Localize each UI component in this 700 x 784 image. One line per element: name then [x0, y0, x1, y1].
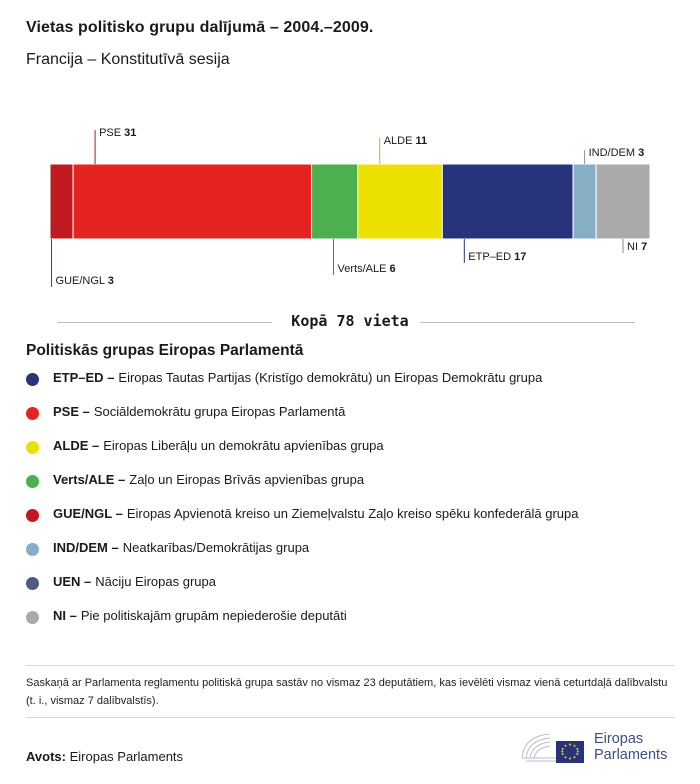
bar-segment-ind-dem — [573, 164, 596, 239]
legend-abbr: NI – — [53, 608, 77, 623]
legend-abbr: IND/DEM – — [53, 540, 119, 555]
footnote: Saskaņā ar Parlamenta reglamentu politiskā grupa sastāv no vismaz 23 deputātiem, kas ievēlēti vismaz vienā ceturtdaļā dalībvalstu (t. i., vismaz 7 dalībvalstīs). — [26, 677, 668, 707]
legend-desc: Pie politiskajām grupām nepiederošie deputāti — [80, 608, 347, 623]
legend-item — [26, 438, 578, 472]
bar-segment-etp-ed — [442, 164, 573, 239]
bar-segment-verts-ale — [312, 164, 358, 239]
legend-item — [26, 404, 578, 438]
page-title: Vietas politisko grupu dalījumā – 2004.–2009. — [26, 19, 374, 36]
total-seats-label: Kopā 78 vieta — [291, 312, 409, 330]
legend-dot — [26, 577, 39, 590]
bar-segment-pse — [73, 164, 311, 239]
data-label: ETP–ED 17 — [468, 251, 527, 263]
data-label: ALDE 11 — [383, 135, 428, 147]
legend-desc: Neatkarības/Demokrātijas grupa — [122, 540, 310, 555]
page-subtitle: Francija – Konstitutīvā sesija — [26, 51, 230, 68]
legend — [26, 370, 578, 642]
legend-item — [26, 574, 578, 608]
data-label: IND/DEM 3 — [588, 147, 645, 159]
legend-dot — [26, 611, 39, 624]
legend-abbr: ETP–ED – — [53, 370, 115, 385]
source-line — [26, 749, 183, 764]
legend-desc: Eiropas Apvienotā kreiso un Ziemeļvalstu Zaļo kreiso spēku konfederālā grupa — [126, 506, 579, 521]
bar-segment-ni — [596, 164, 650, 239]
legend-title: Politiskās grupas Eiropas Parlamentā — [26, 342, 304, 359]
legend-desc: Eiropas Liberāļu un demokrātu apvienības grupa — [103, 438, 384, 453]
data-label: NI 7 — [627, 241, 648, 253]
legend-abbr: GUE/NGL – — [53, 506, 123, 521]
legend-dot — [26, 441, 39, 454]
legend-item — [26, 472, 578, 506]
legend-item — [26, 540, 578, 574]
logo-wordmark — [594, 731, 667, 763]
legend-dot — [26, 509, 39, 522]
legend-desc: Sociāldemokrātu grupa Eiropas Parlamentā — [93, 404, 346, 419]
data-label: PSE 31 — [99, 127, 137, 139]
note-divider-bottom — [26, 717, 675, 718]
data-label: GUE/NGL 3 — [55, 275, 114, 287]
legend-item — [26, 370, 578, 404]
legend-abbr: UEN – — [53, 574, 92, 589]
legend-item — [26, 506, 578, 540]
source-value: Eiropas Parlaments — [69, 749, 184, 764]
bar-segment-gue-ngl — [50, 164, 73, 239]
legend-dot — [26, 407, 39, 420]
logo-line-1: Eiropas — [594, 731, 644, 747]
logo-line-2: Parlaments — [594, 747, 668, 763]
legend-item — [26, 608, 578, 642]
stacked-bar-chart — [0, 120, 700, 300]
legend-dot — [26, 373, 39, 386]
note-divider-top — [26, 665, 675, 666]
legend-abbr: PSE – — [53, 404, 90, 419]
legend-desc: Nāciju Eiropas grupa — [95, 574, 216, 589]
bar-segment-alde — [358, 164, 443, 239]
legend-abbr: ALDE – — [53, 438, 100, 453]
source-label: Avots: — [26, 749, 66, 764]
legend-dot — [26, 475, 39, 488]
legend-desc: Eiropas Tautas Partijas (Kristīgo demokrātu) un Eiropas Demokrātu grupa — [118, 370, 543, 385]
data-label: Verts/ALE 6 — [337, 263, 396, 275]
parliament-emblem-icon — [520, 728, 586, 766]
legend-abbr: Verts/ALE – — [53, 472, 126, 487]
legend-desc: Zaļo un Eiropas Brīvās apvienības grupa — [129, 472, 365, 487]
legend-dot — [26, 543, 39, 556]
ep-logo — [520, 728, 667, 766]
